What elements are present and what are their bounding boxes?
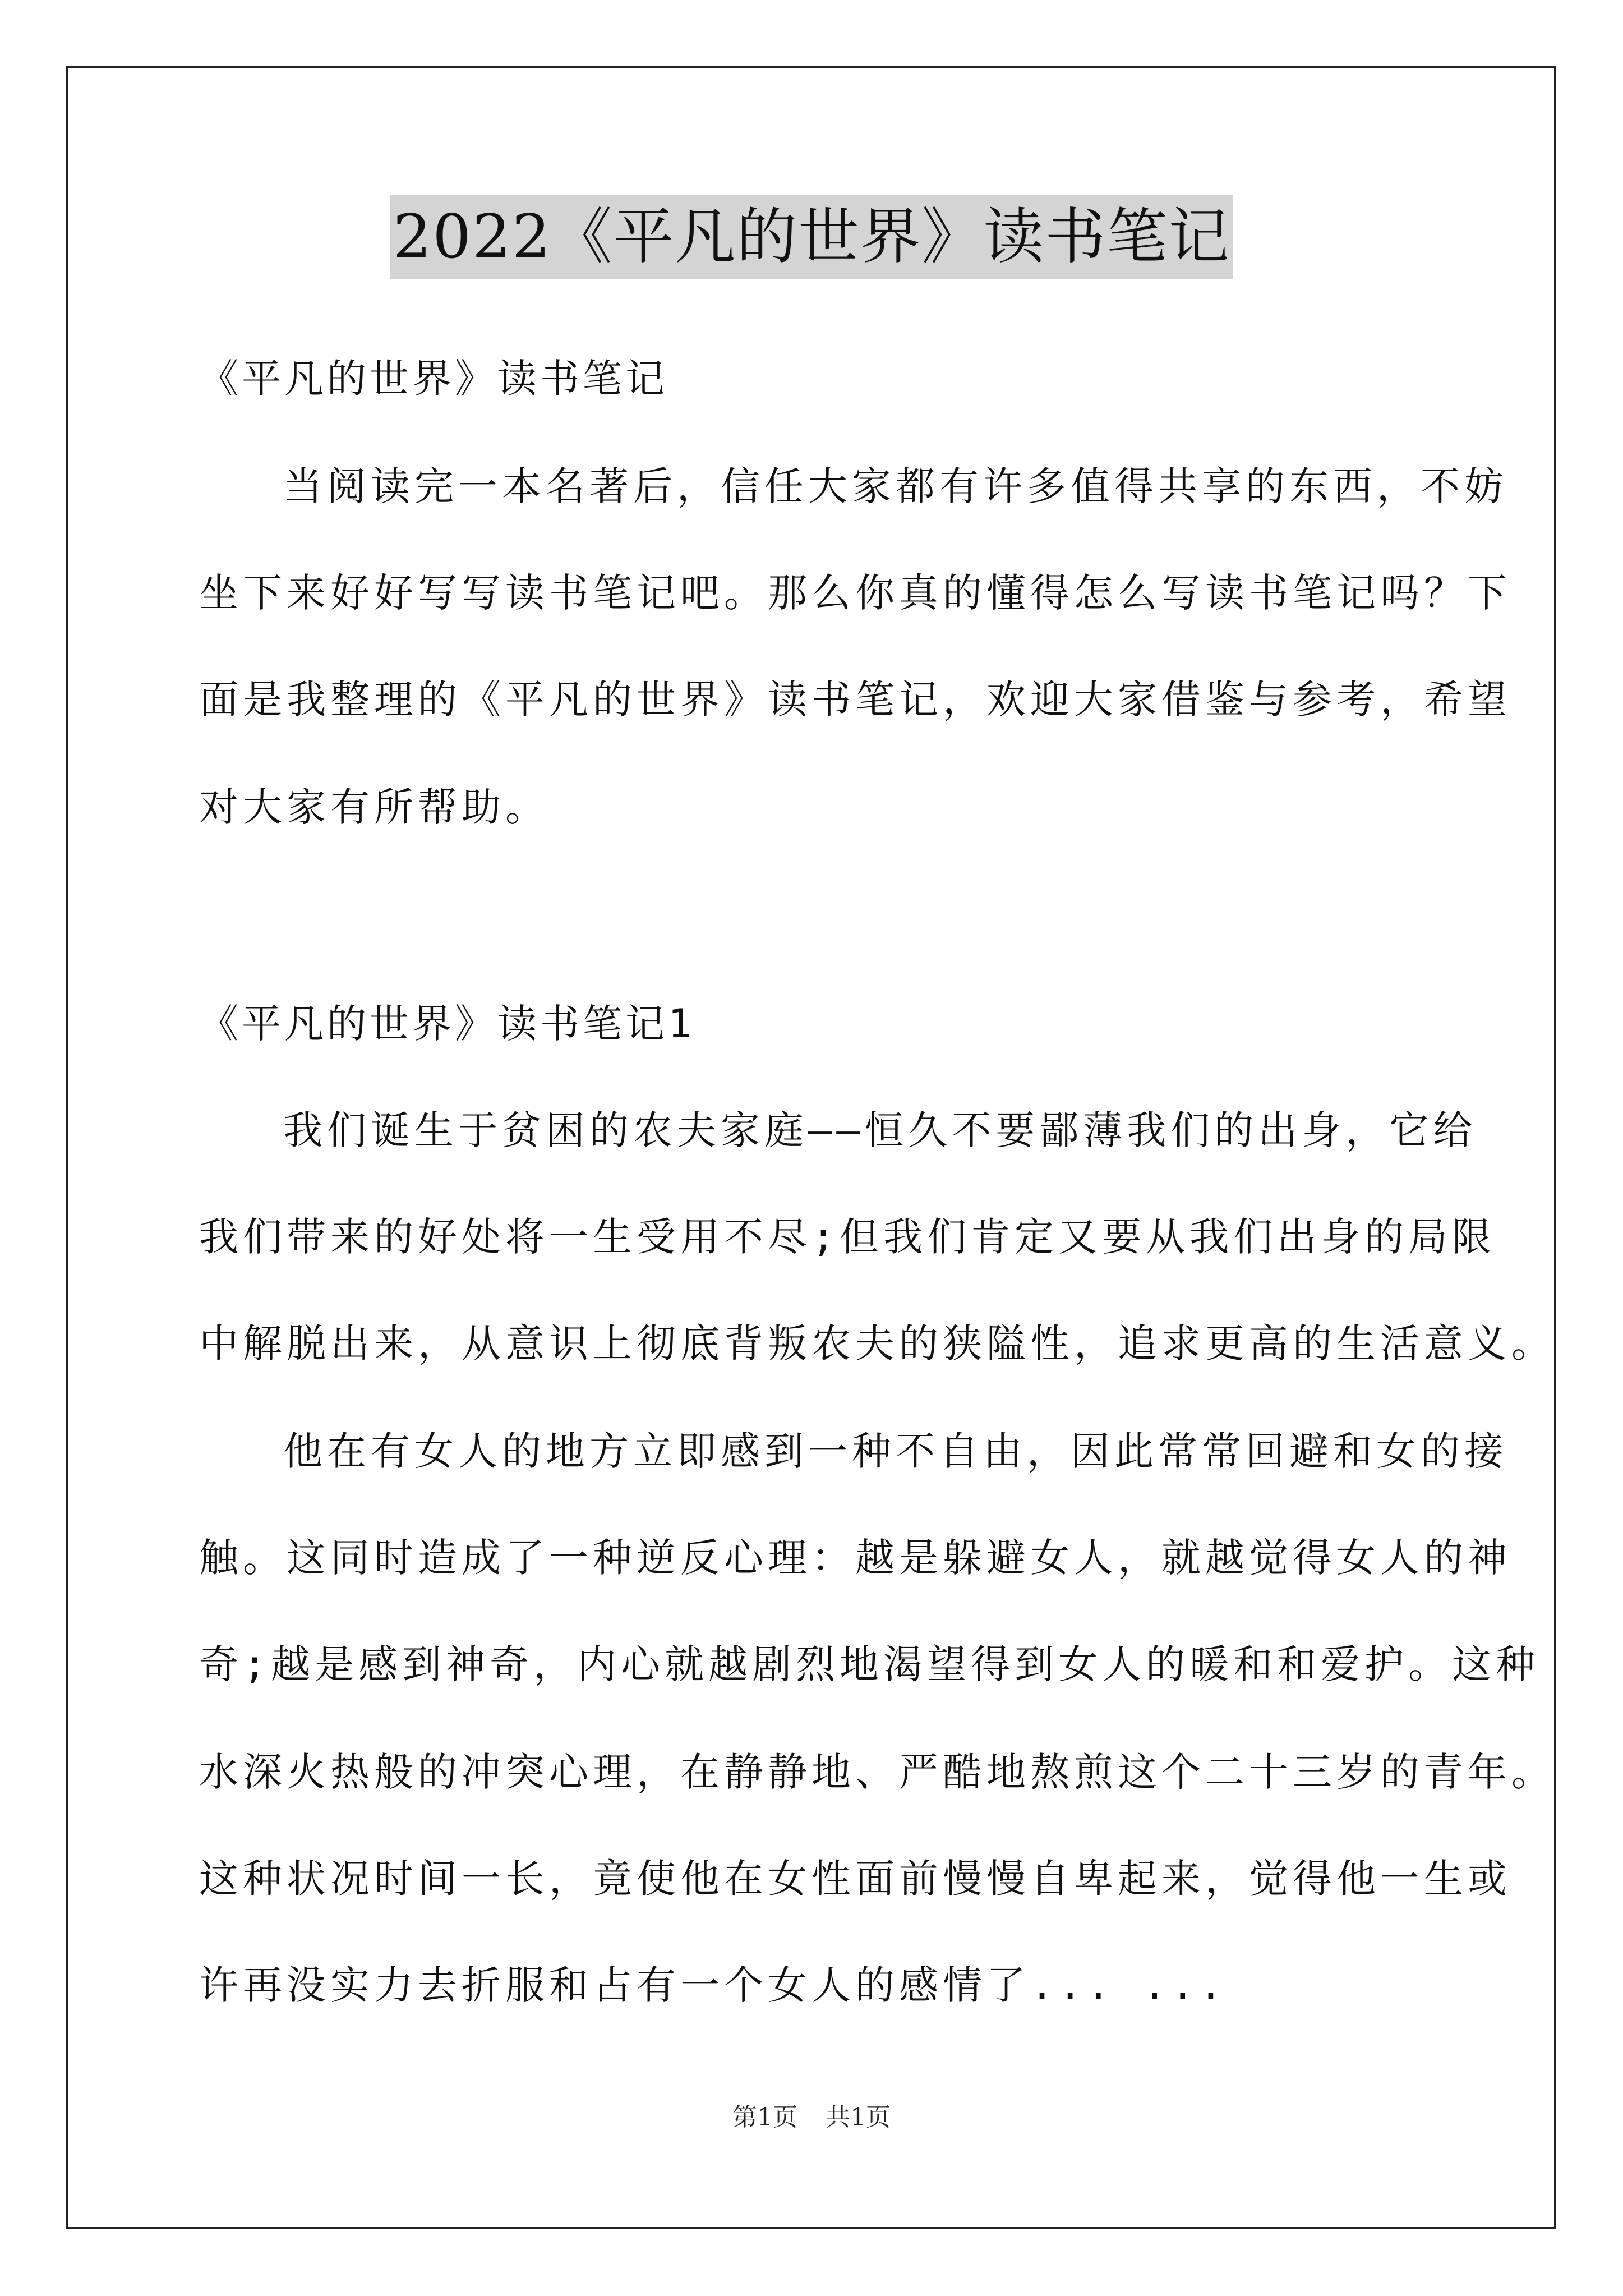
intro-heading: 《平凡的世界》读书笔记 [199, 356, 668, 402]
page-number-total: 共1页 [826, 2103, 891, 2132]
paragraph-line: 许再没实力去折服和占有一个女人的感情了... ... [199, 1962, 1228, 2008]
paragraph-line: 我们带来的好处将一生受用不尽;但我们肯定又要从我们出身的局限 [199, 1214, 1496, 1260]
intro-line: 当阅读完一本名著后，信任大家都有许多值得共享的东西，不妨 [283, 463, 1508, 509]
paragraph-line: 奇;越是感到神奇，内心就越剧烈地渴望得到女人的暖和和爱护。这种 [199, 1641, 1540, 1687]
paragraph-line: 水深火热般的冲突心理，在静静地、严酷地熬煎这个二十三岁的青年。 [199, 1749, 1555, 1795]
section-heading: 《平凡的世界》读书笔记1 [199, 1001, 695, 1047]
page-footer [0, 2101, 1623, 2134]
page-number-current: 第1页 [732, 2103, 797, 2132]
intro-line: 坐下来好好写写读书笔记吧。那么你真的懂得怎么写读书笔记吗？下 [199, 570, 1511, 616]
paragraph-line: 中解脱出来，从意识上彻底背叛农夫的狭隘性，追求更高的生活意义。 [199, 1320, 1555, 1366]
intro-line: 对大家有所帮助。 [199, 784, 549, 830]
paragraph-line: 触。这同时造成了一种逆反心理：越是躲避女人，就越觉得女人的神 [199, 1535, 1511, 1581]
paragraph-line: 我们诞生于贫困的农夫家庭——恒久不要鄙薄我们的出身，它给 [283, 1107, 1477, 1153]
paragraph-line: 这种状况时间一长，竟使他在女性面前慢慢自卑起来，觉得他一生或 [199, 1856, 1511, 1902]
paragraph-line: 他在有女人的地方立即感到一种不自由，因此常常回避和女的接 [283, 1428, 1508, 1474]
title-block [0, 195, 1623, 279]
intro-line: 面是我整理的《平凡的世界》读书笔记，欢迎大家借鉴与参考，希望 [199, 677, 1511, 723]
document-title: 2022《平凡的世界》读书笔记 [390, 195, 1234, 279]
